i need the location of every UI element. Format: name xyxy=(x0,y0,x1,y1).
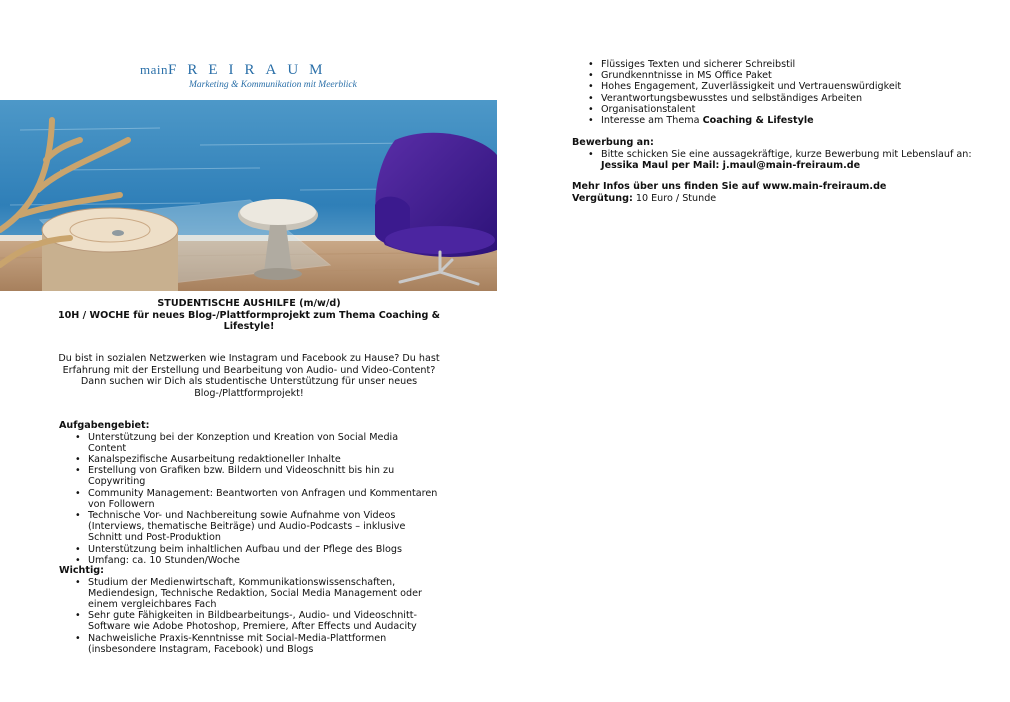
skills-last-prefix: Interesse am Thema xyxy=(601,115,703,127)
logo-brand: FREIRAUM xyxy=(168,62,334,78)
logo-wordmark xyxy=(140,62,400,79)
application-list xyxy=(572,149,972,171)
more-info-line: Mehr Infos über uns finden Sie auf www.main-freiraum.de xyxy=(572,181,887,192)
list-item: • Umfang: ca. 10 Stunden/Woche xyxy=(59,555,439,566)
logo-tagline: Marketing & Kommunikation mit Meerblick xyxy=(189,80,357,90)
list-item: • Studium der Medienwirtschaft, Kommunikationswissenschaften, Mediendesign, Technische Redaktion, Social Media Management oder einem vergleichbares Fach xyxy=(59,577,439,611)
list-item: • Technische Vor- und Nachbereitung sowie Aufnahme von Videos (Interviews, thematische Beiträge) und Audio-Podcasts – inklusive Schnitt und Post-Produktion xyxy=(59,510,439,544)
more-info-section xyxy=(572,181,972,204)
tasks-heading: Aufgabengebiet: xyxy=(59,420,150,431)
logo-prefix: main xyxy=(140,62,168,77)
list-item: • Sehr gute Fähigkeiten in Bildbearbeitungs-, Audio- und Videoschnitt-Software wie Adobe Photoshop, Premiere, After Effects und Audacity xyxy=(59,610,439,632)
job-title xyxy=(55,298,443,333)
list-item: • Hohes Engagement, Zuverlässigkeit und Vertrauenswürdigkeit xyxy=(572,81,972,92)
list-item: • Erstellung von Grafiken bzw. Bildern und Videoschnitt bis hin zu Copywriting xyxy=(59,465,439,487)
requirements-list xyxy=(59,577,439,655)
application-section xyxy=(572,137,972,171)
company-logo xyxy=(140,62,400,90)
salary-label: Vergütung: xyxy=(572,192,633,204)
salary-value: 10 Euro / Stunde xyxy=(635,192,717,204)
job-title-line1: STUDENTISCHE AUSHILFE (m/w/d) xyxy=(157,298,341,309)
list-item: • Organisationstalent xyxy=(572,104,972,115)
list-item: • Unterstützung bei der Konzeption und Kreation von Social Media Content xyxy=(59,432,439,454)
salary-line xyxy=(572,193,972,205)
list-item xyxy=(572,115,972,126)
list-item: • Grundkenntnisse in MS Office Paket xyxy=(572,70,972,81)
list-item xyxy=(572,149,972,171)
skills-list xyxy=(572,59,972,126)
application-text: Bitte schicken Sie eine aussagekräftige, kurze Bewerbung mit Lebenslauf an: xyxy=(601,148,972,160)
skills-last-bold: Coaching & Lifestyle xyxy=(702,115,814,127)
requirements-section xyxy=(59,565,439,655)
job-title-line2: 10H / WOCHE für neues Blog-/Plattformprojekt zum Thema Coaching & Lifestyle! xyxy=(57,309,441,332)
list-item: • Community Management: Beantworten von Anfragen und Kommentaren von Followern xyxy=(59,488,439,510)
application-contact: Jessika Maul per Mail: j.maul@main-freiraum.de xyxy=(601,159,861,171)
application-heading: Bewerbung an: xyxy=(572,137,654,148)
intro-text: Du bist in sozialen Netzwerken wie Instagram und Facebook zu Hause? Du hast Erfahrung mit der Erstellung und Bearbeitung von Audio- und Video-Content? Dann suchen wir Dich als studentische Unterstützung für unser neues Blog-/Plattformprojekt! xyxy=(58,353,440,399)
list-item: • Verantwortungsbewusstes und selbständiges Arbeiten xyxy=(572,93,972,104)
tasks-list xyxy=(59,432,439,566)
tasks-section xyxy=(59,420,439,566)
list-item: • Kanalspezifische Ausarbeitung redaktioneller Inhalte xyxy=(59,454,439,465)
list-item: • Flüssiges Texten und sicherer Schreibstil xyxy=(572,59,972,70)
skills-section xyxy=(572,59,972,126)
list-item: • Unterstützung beim inhaltlichen Aufbau und der Pflege des Blogs xyxy=(59,544,439,555)
list-item: • Nachweisliche Praxis-Kenntnisse mit Social-Media-Plattformen (insbesondere Instagram, Facebook) und Blogs xyxy=(59,633,439,655)
sea-view-interior-image xyxy=(0,100,497,291)
header-photo xyxy=(0,100,497,291)
requirements-heading: Wichtig: xyxy=(59,565,104,576)
